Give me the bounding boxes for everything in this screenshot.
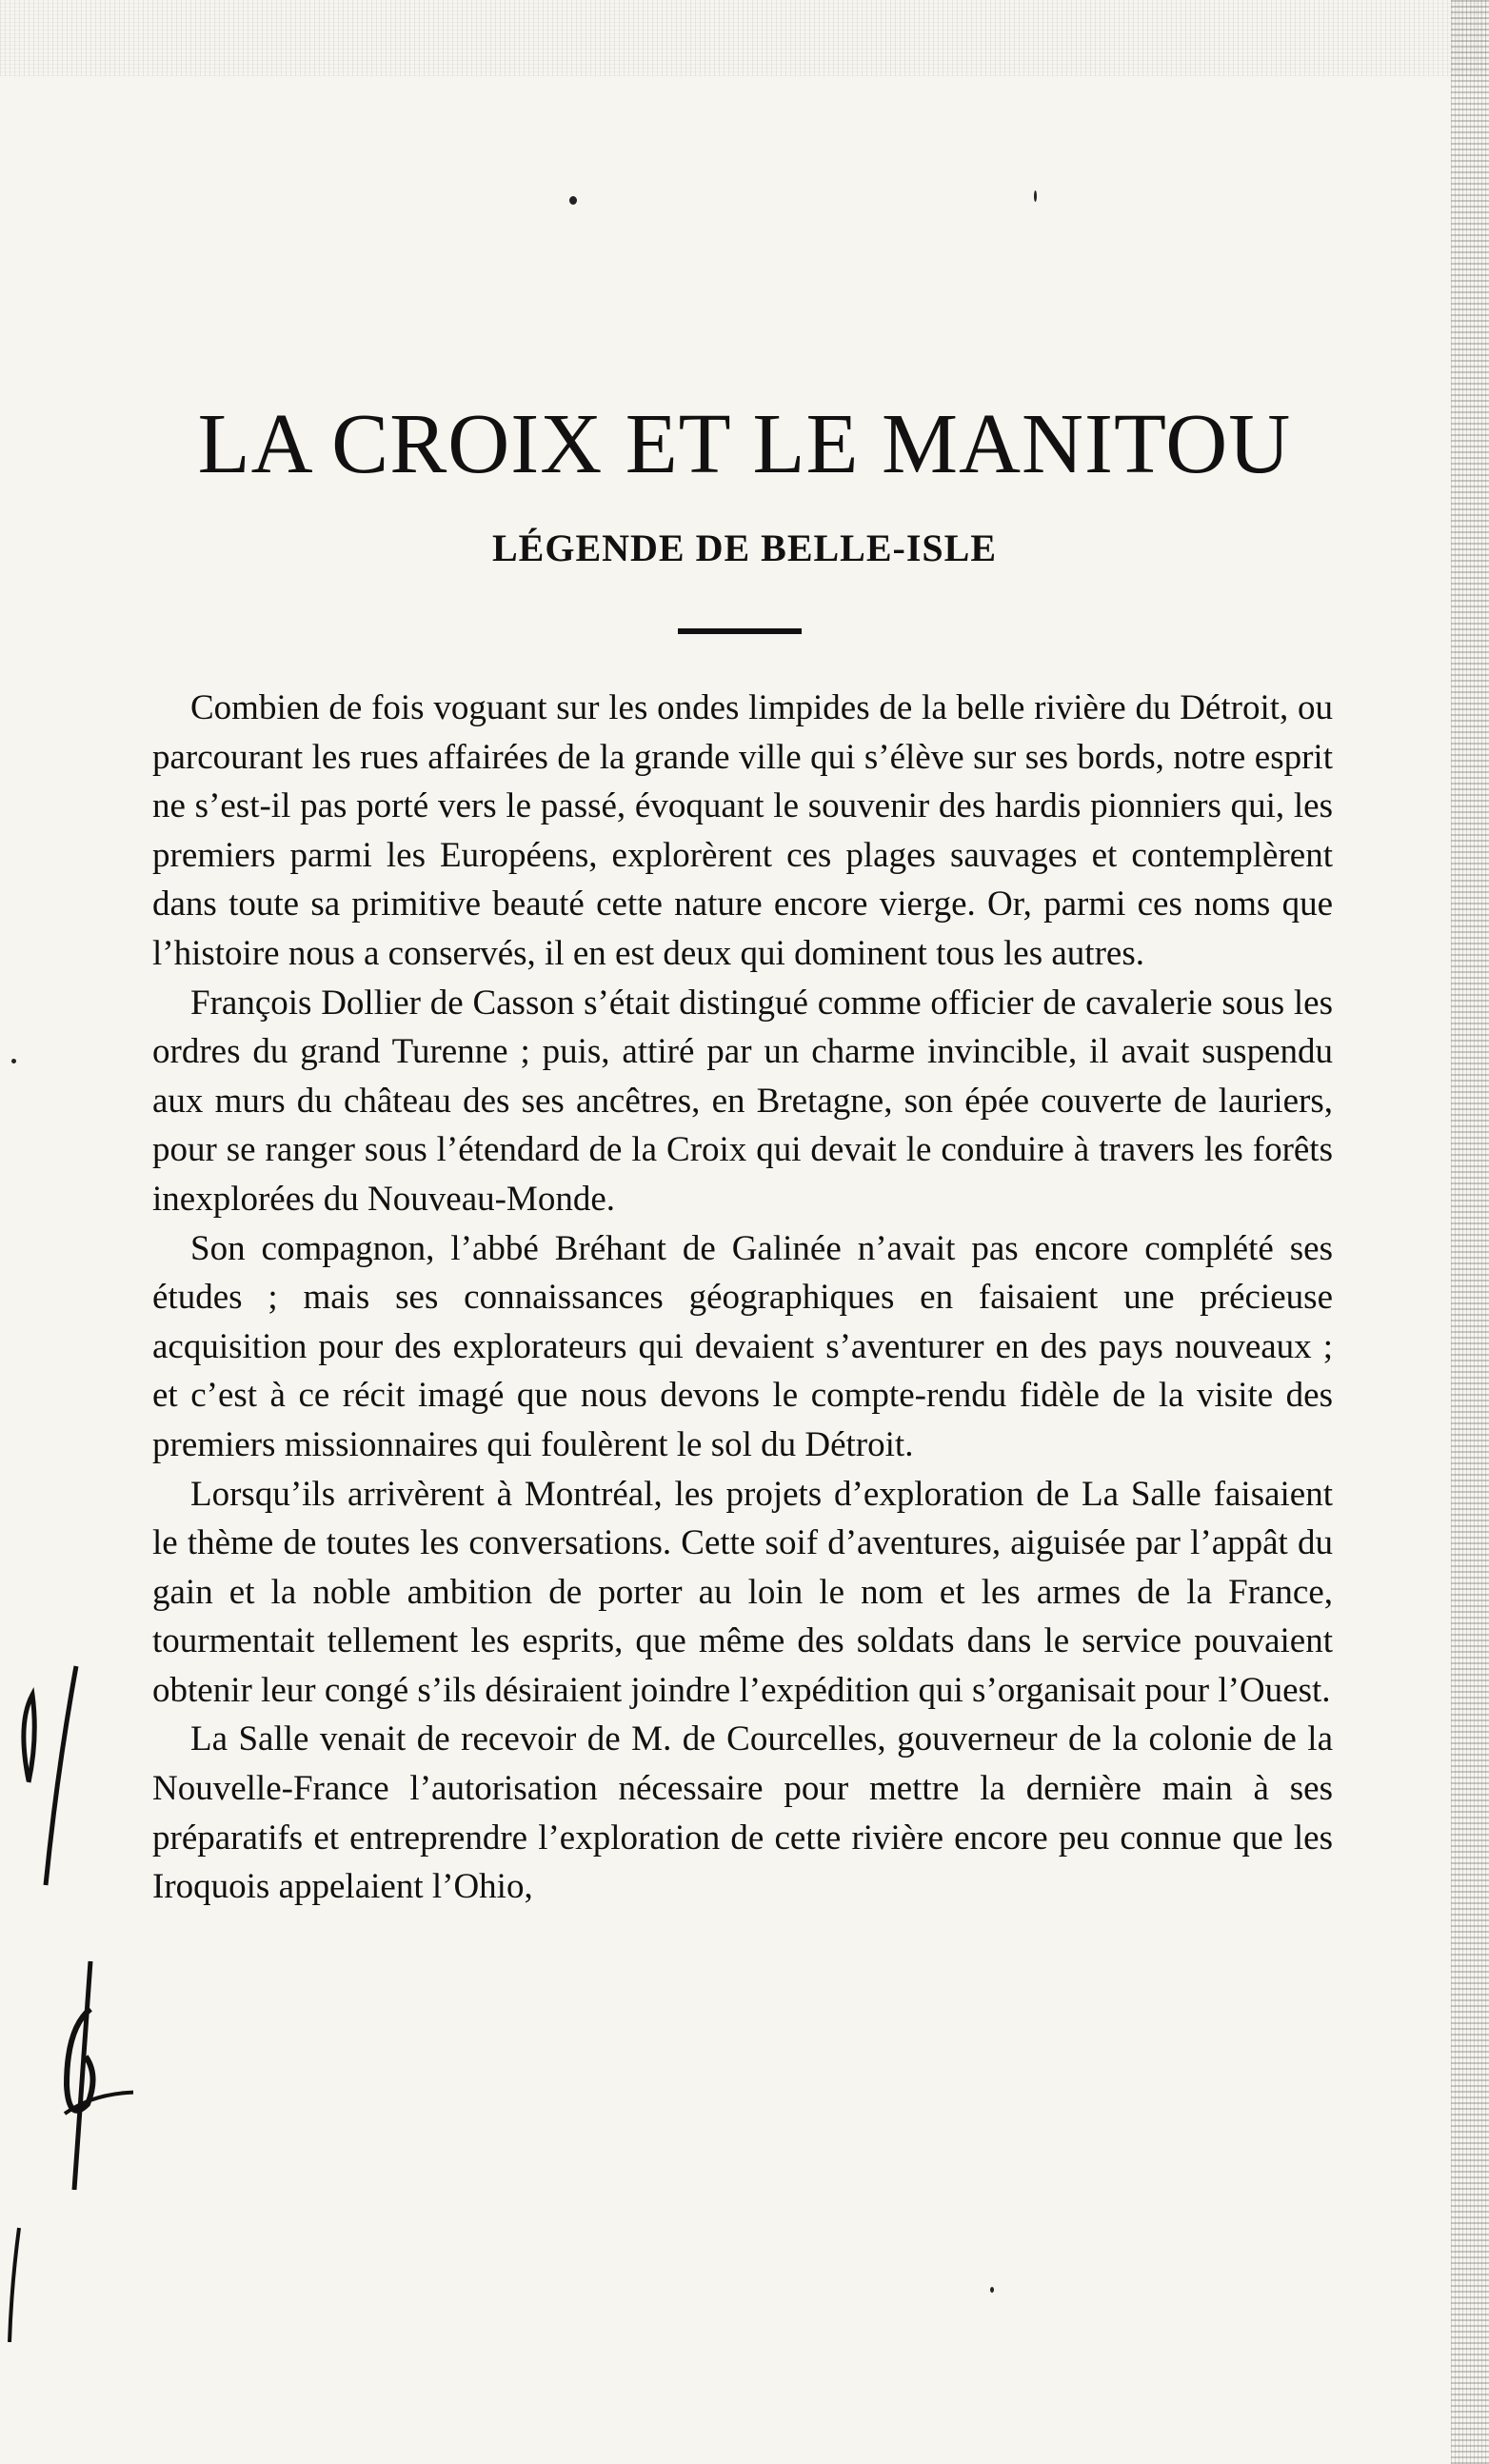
body-text <box>152 684 1333 1912</box>
paragraph-2: François Dollier de Casson s’était distingué comme officier de cavalerie sous les ordres du grand Turenne ; puis, attiré par un charme invincible, il avait suspendu aux murs du château des ses ancêtres, en Bretagne, son épée couverte de lauriers, pour se ranger sous l’étendard de la Croix qui devait le conduire à travers les forêts inexplorées du Nouveau-Monde. <box>152 983 1333 1219</box>
speck <box>11 1059 16 1063</box>
paragraph-1: Combien de fois voguant sur les ondes limpides de la belle rivière du Détroit, ou parcourant les rues affairées de la grande ville qui s’élève sur ses bords, notre esprit ne s’est-il pas porté vers le passé, évoquant le souvenir des hardis pionniers qui, les premiers parmi les Européens, explorèrent ces plages sauvages et contemplèrent dans toute sa primitive beauté cette nature encore vierge. Or, parmi ces noms que l’histoire nous a conservés, il en est deux qui dominent tous les autres. <box>152 688 1333 973</box>
paragraph-4: Lorsqu’ils arrivèrent à Montréal, les projets d’exploration de La Salle faisaient le thème de toutes les conversations. Cette soif d’aventures, aiguisée par l’appât du gain et la noble ambition de porter au loin le nom et les armes de la France, tourmentait tellement les esprits, que même des soldats dans le service pouvaient obtenir leur congé s’ils désiraient joindre l’expédition qui s’organisait pour l’Ouest. <box>152 1474 1333 1710</box>
scan-noise-top <box>0 0 1489 76</box>
speck <box>1034 190 1037 202</box>
speck <box>990 2287 994 2293</box>
title-rule <box>678 628 802 634</box>
page-title: LA CROIX ET LE MANITOU <box>197 397 1292 491</box>
handwritten-annotation <box>0 1657 133 2342</box>
paragraph-5: La Salle venait de recevoir de M. de Courcelles, gouverneur de la colonie de la Nouvelle-France l’autorisation nécessaire pour mettre la dernière main à ses préparatifs et entreprendre l’exploration de cette rivière encore peu connue que les Iroquois appelaient l’Ohio, <box>152 1719 1333 1907</box>
paragraph-3: Son compagnon, l’abbé Bréhant de Galinée n’avait pas encore complété ses études ; mais ses connaissances géographiques en faisaient une précieuse acquisition pour des explorateurs qui devaient s’aventurer en des pays nouveaux ; et c’est à ce récit imagé que nous devons le compte-rendu fidèle de la visite des premiers missionnaires qui foulèrent le sol du Détroit. <box>152 1228 1333 1464</box>
speck <box>569 196 577 205</box>
page-subtitle: LÉGENDE DE BELLE-ISLE <box>491 527 998 569</box>
scan-noise-right <box>1451 0 1489 2464</box>
